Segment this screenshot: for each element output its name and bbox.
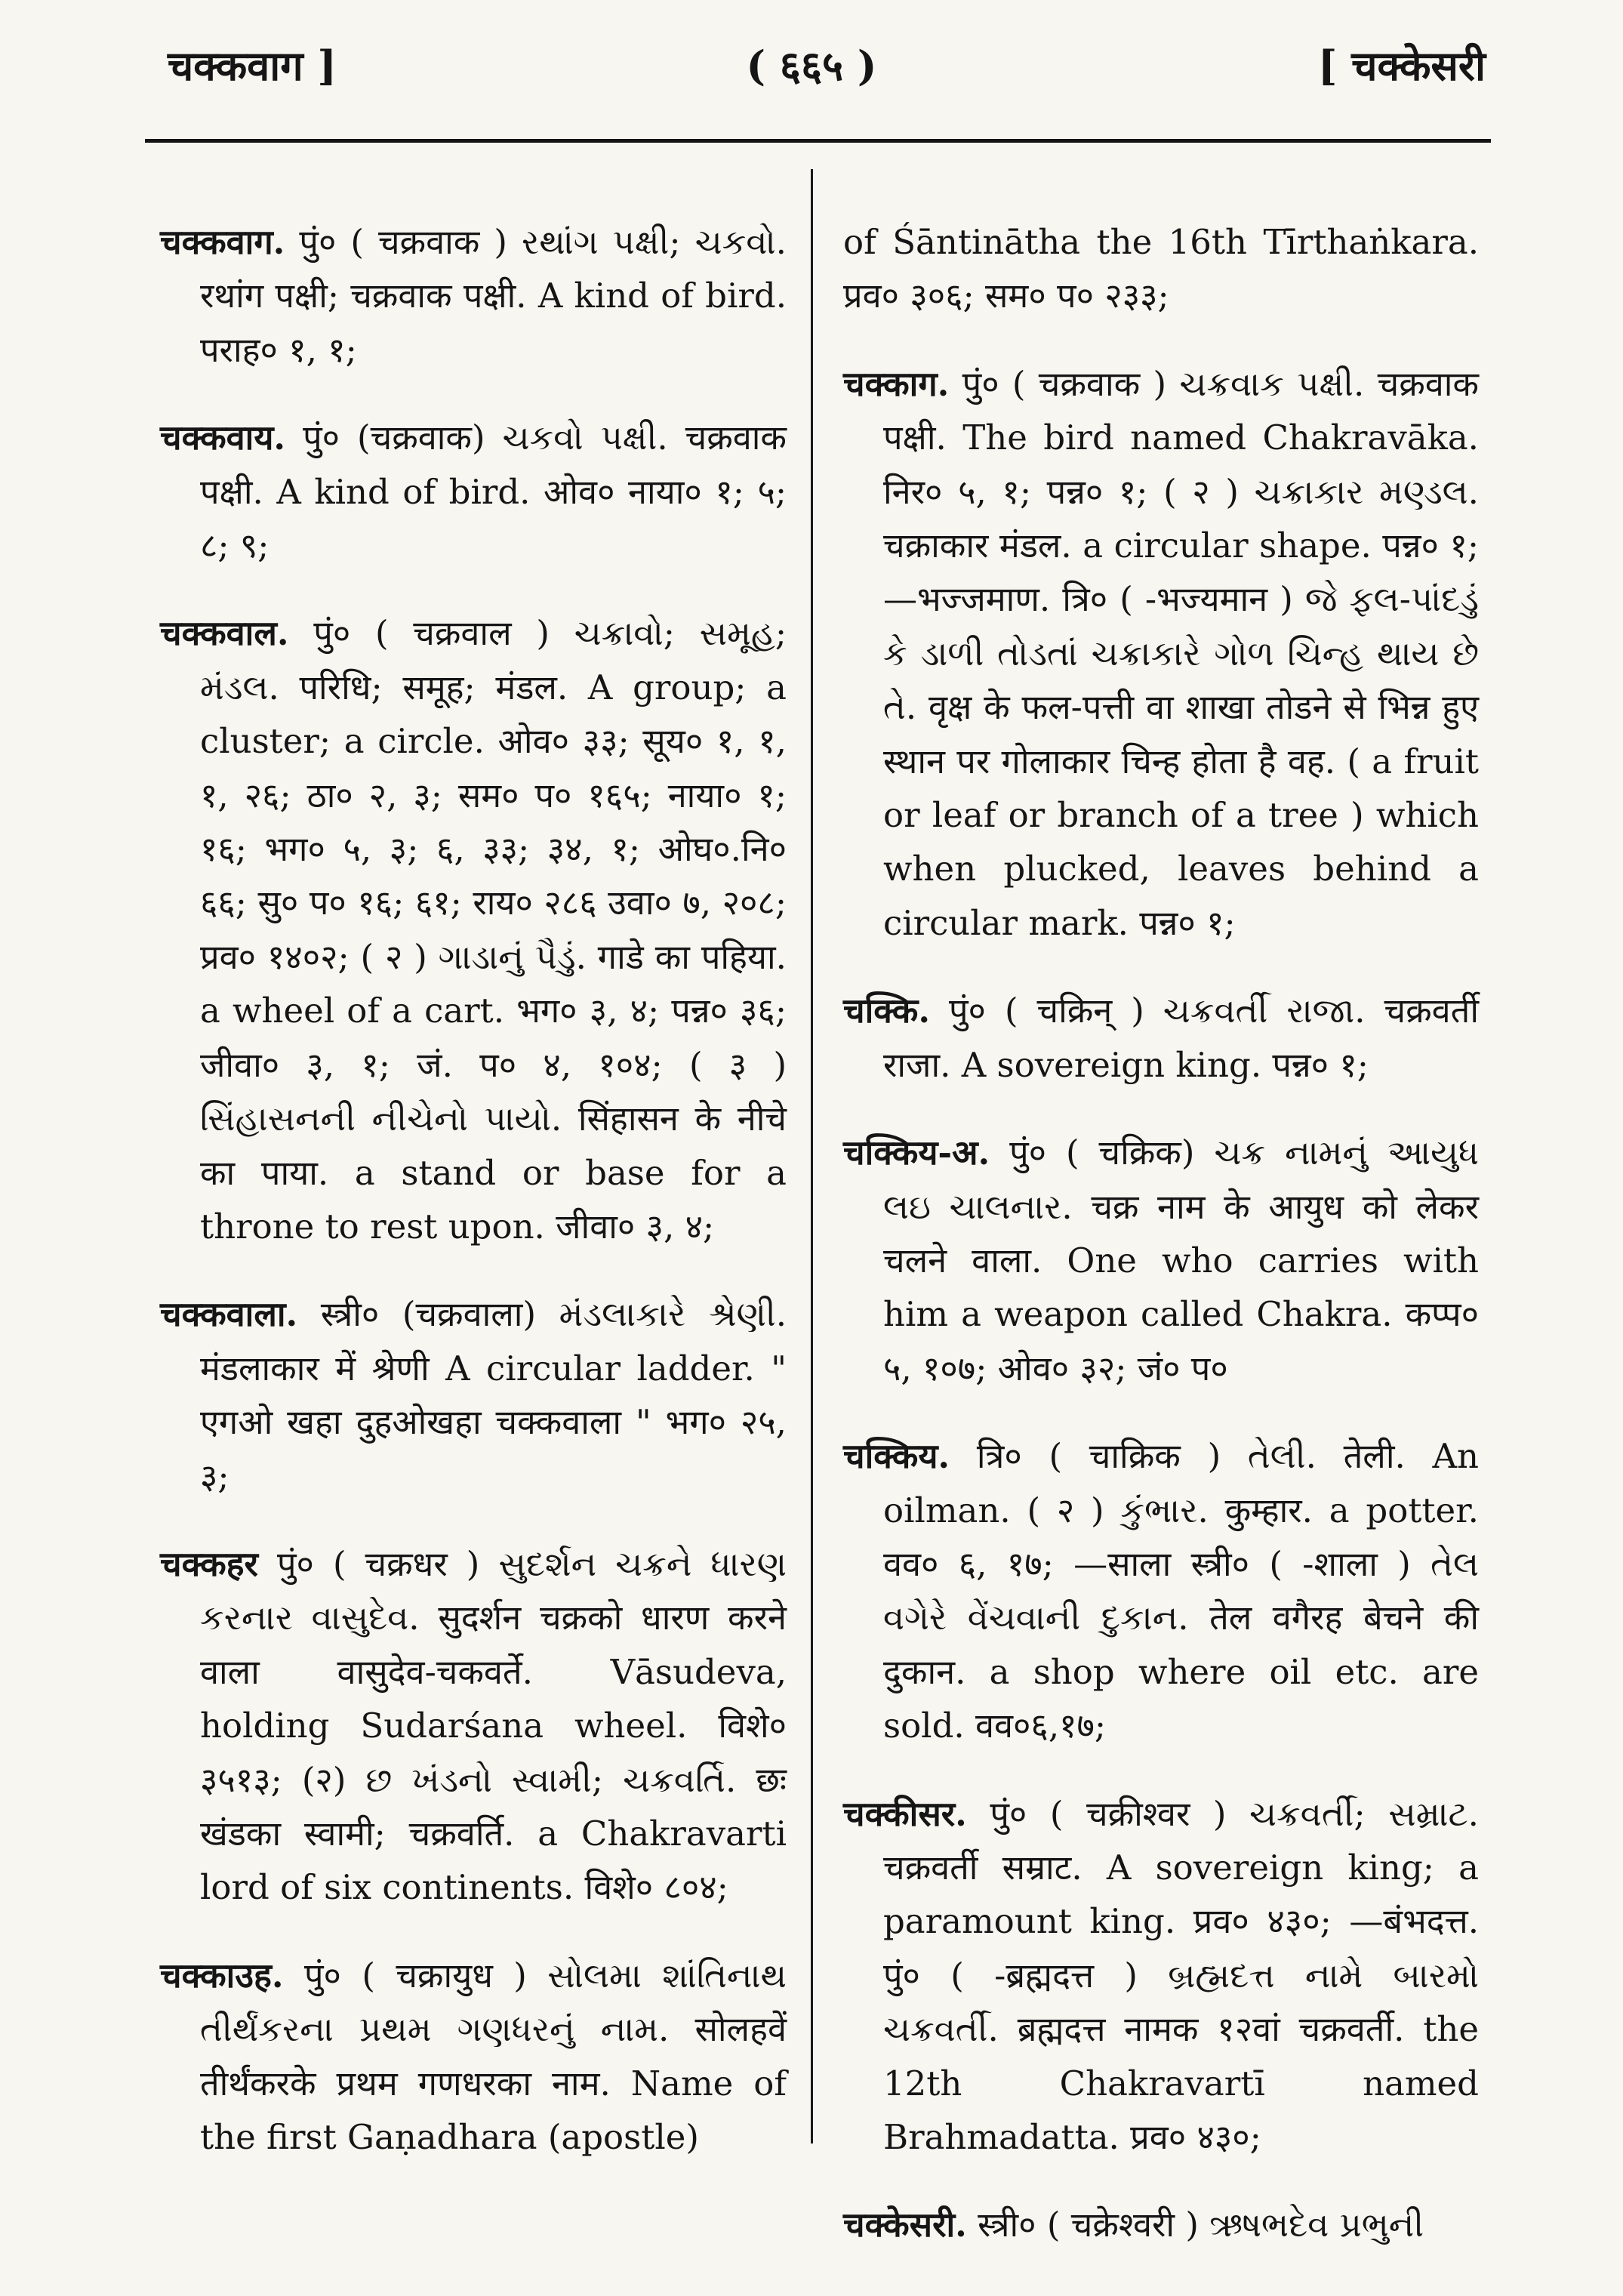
entry-definition: पुं० ( चक्रायुध ) સોલમા શાંતિનાથ તીર્થંકરના પ્રથમ ગણધરનું નામ. सोलहवें तीर्थंकरके प्रथम गणधरका नाम. Name of the first Gaṇadhara (apostle) — [200, 1955, 787, 2157]
running-head-left: चक्कवाग ] — [168, 42, 337, 90]
entry-definition: पुं० ( चक्रीश्वर ) ચક્રવર્તી; સમ્રાટ. चक्रवर्ती सम्राट. A sovereign king; a paramount king. प्रव० ४३०; —बंभदत्त. पुं० ( -ब्रह्मदत्त ) બ્રહ્મદત્ત નામે બારમો ચક્રવર્તી. ब्रह्मदत्त नामक १२वां चक्रवर्ती. the 12th Chakravartī named Brahmadatta. प्रव० ४३०; — [883, 1793, 1479, 2157]
dictionary-entry — [160, 1537, 787, 1915]
entry-definition: पुं० ( चक्रवाक ) ચક્રવાક પક્ષી. चक्रवाक पक्षी. The bird named Chakravāka. निर० ५, १; पन्न० १; ( २ ) ચક્રાકાર મણ્ડલ. चक्राकार मंडल. a circular shape. पन्न० १; —भज्जमाण. त्रि० ( -भज्यमान ) જે ફલ-પાંદડું કે ડાળી તોડતાં ચક્રાકારે ગોળ ચિન્હ થાય છે તે. वृक्ष के फल-पत्ती वा शाखा तोडने से भिन्न हुए स्थान पर गोलाकार चिन्ह होता है वह. ( a fruit or leaf or branch of a tree ) which when plucked, leaves behind a circular mark. पन्न० १; — [883, 363, 1479, 943]
entry-definition: of Śāntinātha the 16th Tīrthaṅkara. प्रव० ३०६; सम० प० २३३; — [843, 222, 1479, 316]
entry-definition: स्त्री० (चक्रवाला) મંડલાકારે શ્રેણી. मंडलाकार में श्रेणी A circular ladder. " एगओ खहा दुहओखहा चक्कवाला " भग० २५, ३; — [200, 1294, 787, 1496]
entry-headword: चक्कवाय. — [160, 418, 286, 458]
entry-definition: पुं० ( चक्रवाल ) ચક્રાવો; સમૂહ; મંડલ. परिधि; समूह; मंडल. A group; a cluster; a circle. ओव० ३३; सूय० १, १, १, २६; ठा० २, ३; सम० प० १६५; नाया० १; १६; भग० ५, ३; ६, ३३; ३४, १; ओघ०.नि० ६६; सु० प० १६; ६१; राय० २८६ उवा० ७, २०८; प्रव० १४०२; ( २ ) ગાડાનું પૈડું. गाडे का पहिया. a wheel of a cart. भग० ३, ४; पन्न० ३६; जीवा० ३, १; जं. प० ४, १०४; ( ३ ) સિંહાસનની નીચેનો પાયો. सिंहासन के नीचे का पाया. a stand or base for a throne to rest upon. जीवा० ३, ४; — [200, 613, 787, 1247]
entry-headword: चक्कि. — [843, 991, 930, 1031]
entry-headword: चक्किय. — [843, 1436, 950, 1477]
column-divider — [811, 169, 813, 2143]
entry-headword: चक्कवाला. — [160, 1294, 298, 1335]
entry-headword: चक्कवाग. — [160, 222, 285, 262]
entry-continuation — [843, 215, 1479, 323]
dictionary-entry — [843, 1126, 1479, 1395]
dictionary-entry — [843, 1429, 1479, 1752]
entry-definition: पुं० ( चक्रवाक ) રથાંગ પક્ષી; ચકવો. रथांग पक्षी; चक्रवाक पक्षी. A kind of bird. पराह० १, १; — [200, 222, 787, 370]
dictionary-entry — [160, 1287, 787, 1503]
entry-definition: स्त्री० ( चक्रेश्वरी ) ઋષભદેવ પ્રભુની — [978, 2205, 1424, 2245]
entry-definition: पुं० ( चक्रिक) ચક્ર નામનું આયુધ લઇ ચાલનાર. चक्र नाम के आयुध को लेकर चलने वाला. One who carries with him a weapon called Chakra. कप्प० ५, १०७; ओव० ३२; जं० प० — [883, 1133, 1479, 1388]
dictionary-entry — [843, 357, 1479, 950]
left-column — [160, 181, 787, 2198]
entry-definition: पुं० ( चक्रधर ) સુદર્શન ચક્રને ધારણ કરનાર વાસુદેવ. सुदर्शन चक्रको धारण करने वाला वासुदेव-चकवर्ते. Vāsudeva, holding Sudarśana wheel. विशे० ३५१३; (२) છ ખંડનો સ્વામી; ચક્રવર્તિ. छः खंडका स्वामी; चक्रवर्ति. a Chakravarti lord of six continents. विशे० ८०४; — [200, 1543, 787, 1908]
dictionary-entry — [160, 606, 787, 1253]
dictionary-entry — [160, 1949, 787, 2165]
entry-headword: चक्कवाल. — [160, 613, 289, 654]
entry-headword: चक्किय-अ. — [843, 1133, 990, 1173]
running-head-right: [ चक्केसरी — [1317, 42, 1486, 90]
header-rule — [145, 139, 1491, 143]
entry-definition: पुं० ( चक्रिन् ) ચક્રવર્તી રાજા. चक्रवर्ती राजा. A sovereign king. पन्न० १; — [883, 991, 1479, 1085]
dictionary-entry — [843, 1787, 1479, 2165]
dictionary-entry — [160, 215, 787, 377]
entry-headword: चक्काग. — [843, 363, 950, 404]
entry-headword: चक्केसरी. — [843, 2205, 967, 2245]
page-number: ( ६६५ ) — [746, 42, 877, 90]
dictionary-entry — [843, 2198, 1479, 2251]
entry-headword: चक्कहर — [160, 1543, 258, 1584]
right-column — [843, 181, 1479, 2286]
entry-definition: त्रि० ( चाक्रिक ) તેલી. तेली. An oilman. ( २ ) કુંભાર. कुम्हार. a potter. वव० ६, १७; —साला स्त्री० ( -शाला ) તેલ વગેરે વેંચવાની દુકાન. तेल वगैरह बेचने की दुकान. a shop where oil etc. are sold. वव०६,१७; — [883, 1436, 1480, 1746]
entry-headword: चक्काउह. — [160, 1955, 284, 1996]
entry-headword: चक्कीसर. — [843, 1793, 967, 1834]
dictionary-entry — [843, 984, 1479, 1092]
entry-definition: पुं० (चक्रवाक) ચકવો પક્ષી. चक्रवाक पक्षी. A kind of bird. ओव० नाया० १; ५; ८; ९; — [200, 418, 787, 566]
dictionary-entry — [160, 411, 787, 572]
